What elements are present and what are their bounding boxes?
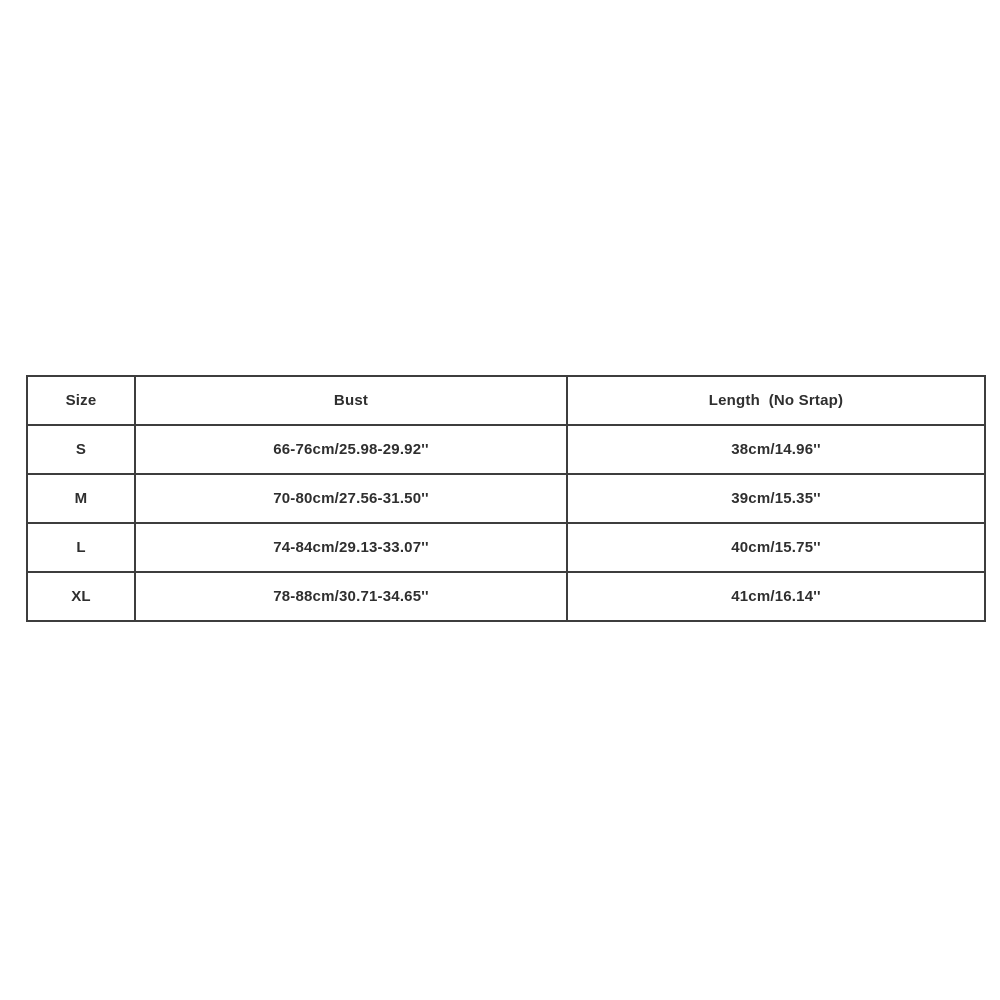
header-cell-bust: Bust [135,376,567,425]
table-row [27,425,985,474]
cell-size: M [27,474,135,523]
cell-bust: 74-84cm/29.13-33.07'' [135,523,567,572]
cell-length: 38cm/14.96'' [567,425,985,474]
size-chart-header [27,376,985,425]
cell-bust: 70-80cm/27.56-31.50'' [135,474,567,523]
table-row [27,572,985,621]
table-row [27,523,985,572]
size-chart-table [26,375,986,622]
cell-size: S [27,425,135,474]
cell-bust: 66-76cm/25.98-29.92'' [135,425,567,474]
header-cell-length: Length (No Srtap) [567,376,985,425]
cell-length: 39cm/15.35'' [567,474,985,523]
cell-length: 41cm/16.14'' [567,572,985,621]
size-chart-container [26,375,984,622]
table-row [27,474,985,523]
cell-size: XL [27,572,135,621]
cell-bust: 78-88cm/30.71-34.65'' [135,572,567,621]
header-row [27,376,985,425]
cell-size: L [27,523,135,572]
header-cell-size: Size [27,376,135,425]
size-chart-body [27,425,985,621]
cell-length: 40cm/15.75'' [567,523,985,572]
